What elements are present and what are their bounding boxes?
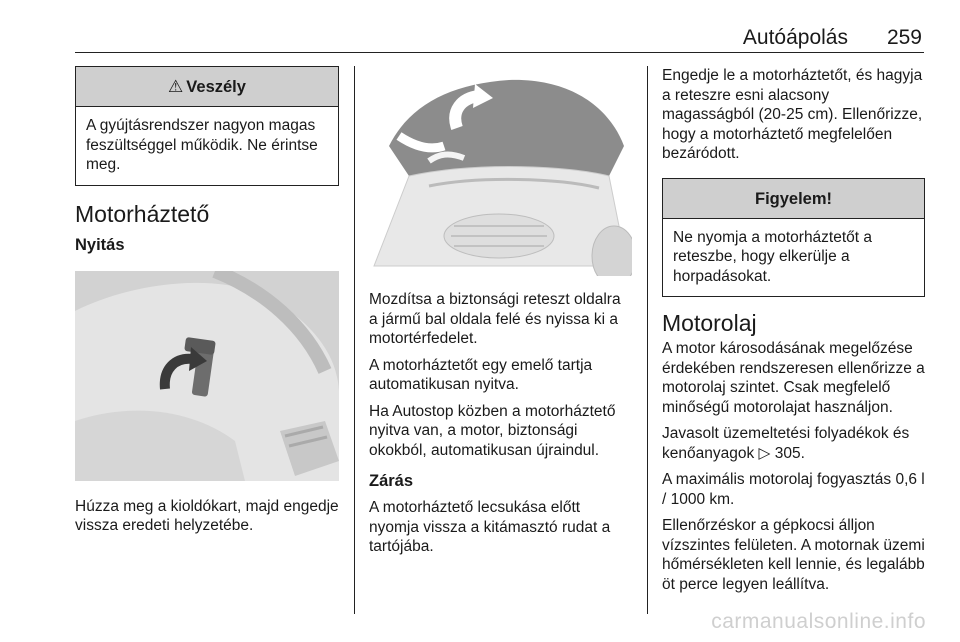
paragraph-oil-consumption: A maximális motorolaj fogyasztás 0,6 l / 1000 km.	[662, 471, 925, 508]
danger-box-header	[76, 67, 338, 107]
recommended-fluids-text: Javasolt üzemeltetési folyadékok és kenőanyagok	[662, 425, 910, 462]
reference-arrow-icon: ▷	[758, 444, 771, 462]
danger-box-title: Veszély	[186, 78, 246, 96]
subsection-title-closing: Zárás	[369, 472, 414, 490]
danger-box-text: A gyújtásrendszer nagyon magas feszültséggel működik. Ne érintse meg.	[86, 117, 318, 173]
column-1	[75, 66, 339, 536]
column-3	[662, 66, 925, 594]
caution-box-title: Figyelem!	[663, 179, 924, 219]
header-rule	[75, 52, 924, 53]
warning-triangle-icon: ⚠	[168, 77, 184, 96]
caption-release-lever: Húzza meg a kioldókart, majd engedje vissza eredeti helyzetébe.	[75, 497, 339, 534]
page-header	[0, 22, 960, 52]
paragraph-oil-check: A motor károsodásának megelőzése érdekében rendszeresen ellenőrizze a motorolaj szintet. Csak megfelelő minőségű motorolajat használjon.	[662, 340, 925, 416]
paragraph-gas-strut: A motorháztetőt egy emelő tartja automatikusan nyitva.	[369, 356, 593, 393]
paragraph-autostop: Ha Autostop közben a motorháztető nyitva van, a motor, biztonsági okokból, automatikusan újraindul.	[369, 402, 616, 459]
section-title-engine-oil: Motorolaj	[662, 310, 757, 336]
danger-box	[75, 66, 339, 186]
column-2	[369, 66, 632, 557]
paragraph-closing: A motorháztető lecsukása előtt nyomja vissza a kitámasztó rudat a tartójába.	[369, 499, 611, 555]
paragraph-lower-bonnet: Engedje le a motorháztetőt, és hagyja a reteszre esni alacsony magasságból (20-25 cm). Ellenőrizze, hogy a motorháztető megfelelően bezáródott.	[662, 67, 923, 162]
page-number: 259	[886, 26, 922, 49]
section-title-bonnet: Motorháztető	[75, 200, 210, 227]
chapter-title: Autóápolás	[742, 26, 848, 49]
illustration-safety-catch	[369, 66, 632, 276]
paragraph-check-conditions: Ellenőrzéskor a gépkocsi álljon vízszintes felületen. A motornak üzemi hőmérsékleten kell lennie, és legalább öt perce legyen leállítva.	[662, 517, 925, 593]
caution-box-text: Ne nyomja a motorháztetőt a reteszbe, hogy elkerülje a horpadásokat.	[673, 228, 873, 285]
column-divider-2	[647, 66, 648, 614]
subsection-title-opening: Nyitás	[75, 235, 125, 254]
illustration-release-lever	[75, 271, 339, 481]
column-divider-1	[354, 66, 355, 614]
paragraph-recommended-fluids	[662, 424, 925, 463]
watermark: carmanualsonline.info	[711, 610, 926, 633]
paragraph-move-catch: Mozdítsa a biztonsági reteszt oldalra a jármű bal oldala felé és nyissa ki a motortérfedelet.	[369, 291, 621, 347]
caution-box	[662, 178, 925, 298]
reference-page[interactable]: 305.	[774, 444, 805, 462]
